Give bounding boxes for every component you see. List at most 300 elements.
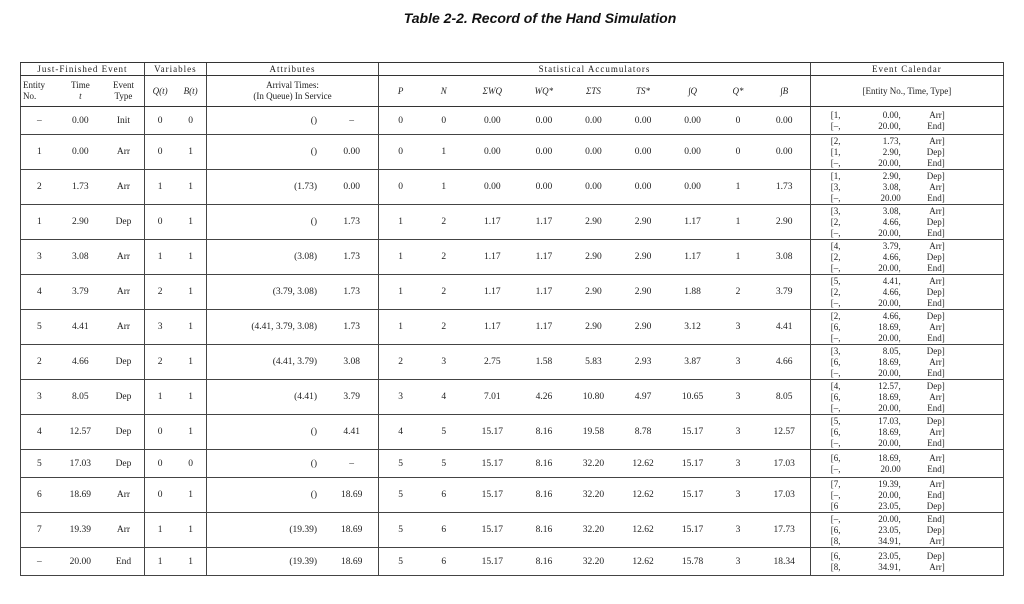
cell-ts-star: 8.78 (618, 415, 668, 450)
calendar-type: Arr] (929, 535, 945, 546)
cell-entity-no: – (21, 548, 58, 576)
calendar-type: Arr] (929, 426, 945, 437)
calendar-type: Dep] (926, 251, 945, 262)
table-row (21, 240, 1004, 275)
table-row (21, 345, 1004, 380)
cell-entity-no: 6 (21, 478, 58, 513)
col-time-line1: Time (71, 80, 90, 90)
cell-entity-no: 3 (21, 380, 58, 415)
cell-b-t: 0 (175, 107, 206, 135)
cell-arrival-service: 0.00 (325, 135, 379, 170)
calendar-time: 4.41, (882, 275, 901, 286)
table-row (21, 170, 1004, 205)
cell-arrival-service: 18.69 (325, 548, 379, 576)
calendar-entity: [5, (830, 415, 841, 426)
col-p: P (379, 76, 422, 107)
calendar-entry (831, 217, 1001, 228)
cell-time: 2.90 (58, 205, 103, 240)
calendar-entity: [4, (830, 380, 841, 391)
cell-event-calendar (810, 170, 1003, 205)
calendar-type: Arr] (929, 561, 945, 572)
cell-int-b: 17.03 (759, 478, 811, 513)
cell-entity-no: – (21, 107, 58, 135)
cell-sum-wq: 7.01 (465, 380, 519, 415)
cell-int-q: 15.17 (668, 415, 718, 450)
calendar-entry (831, 263, 1001, 274)
col-int-b: ∫B (759, 76, 811, 107)
calendar-time: 12.57, (878, 380, 901, 391)
calendar-type: End] (927, 402, 945, 413)
cell-q-t: 1 (144, 170, 175, 205)
cell-ts-star: 2.90 (618, 205, 668, 240)
cell-wq-star: 8.16 (519, 548, 569, 576)
calendar-type: End] (927, 157, 945, 168)
calendar-type: End] (927, 262, 945, 273)
calendar-entry (831, 551, 1001, 562)
cell-wq-star: 1.58 (519, 345, 569, 380)
calendar-type: Dep] (926, 415, 945, 426)
cell-arrival-queue: () (206, 450, 325, 478)
cell-sum-wq: 15.17 (465, 478, 519, 513)
calendar-type: Arr] (929, 321, 945, 332)
cell-n: 3 (422, 345, 465, 380)
cell-sum-wq: 0.00 (465, 170, 519, 205)
cell-p: 1 (379, 275, 422, 310)
col-arrival-line1: Arrival Times: (266, 80, 319, 90)
calendar-time: 17.03, (878, 415, 901, 426)
calendar-entry (831, 453, 1001, 464)
cell-int-q: 10.65 (668, 380, 718, 415)
cell-entity-no: 1 (21, 135, 58, 170)
calendar-type: End] (927, 227, 945, 238)
cell-p: 5 (379, 513, 422, 548)
cell-q-star: 3 (717, 513, 758, 548)
calendar-time: 19.39, (878, 478, 901, 489)
column-header-row (21, 76, 1004, 107)
cell-arrival-queue: (3.79, 3.08) (206, 275, 325, 310)
cell-p: 5 (379, 478, 422, 513)
calendar-entry (831, 147, 1001, 158)
calendar-entry (831, 464, 1001, 475)
calendar-entity: [6, (830, 452, 841, 463)
cell-b-t: 1 (175, 415, 206, 450)
calendar-entry (831, 136, 1001, 147)
calendar-entity: [3, (830, 345, 841, 356)
cell-event-type: Arr (103, 135, 144, 170)
calendar-entry (831, 501, 1001, 512)
cell-q-star: 1 (717, 170, 758, 205)
col-q-star: Q* (717, 76, 758, 107)
calendar-time: 0.00, (882, 109, 901, 120)
cell-n: 6 (422, 513, 465, 548)
cell-time: 0.00 (58, 135, 103, 170)
cell-arrival-service: 1.73 (325, 310, 379, 345)
calendar-entry (831, 322, 1001, 333)
calendar-type: Dep] (926, 170, 945, 181)
cell-b-t: 0 (175, 450, 206, 478)
calendar-entry (831, 158, 1001, 169)
cell-n: 6 (422, 478, 465, 513)
cell-event-type: Arr (103, 240, 144, 275)
cell-b-t: 1 (175, 345, 206, 380)
calendar-entry (831, 525, 1001, 536)
cell-int-b: 8.05 (759, 380, 811, 415)
calendar-time: 3.08, (882, 205, 901, 216)
cell-p: 5 (379, 548, 422, 576)
calendar-entity: [2, (830, 286, 841, 297)
calendar-type: Dep] (926, 345, 945, 356)
cell-event-calendar (810, 107, 1003, 135)
cell-q-star: 3 (717, 380, 758, 415)
group-variables: Variables (144, 63, 206, 76)
cell-p: 1 (379, 240, 422, 275)
cell-b-t: 1 (175, 205, 206, 240)
cell-wq-star: 8.16 (519, 415, 569, 450)
cell-event-calendar (810, 415, 1003, 450)
cell-int-q: 1.17 (668, 205, 718, 240)
calendar-time: 20.00, (878, 120, 901, 131)
table-body (21, 107, 1004, 576)
calendar-entry (831, 298, 1001, 309)
cell-arrival-queue: (3.08) (206, 240, 325, 275)
calendar-entity: [3, (830, 205, 841, 216)
cell-ts-star: 2.93 (618, 345, 668, 380)
cell-n: 2 (422, 310, 465, 345)
calendar-type: Dep] (926, 286, 945, 297)
calendar-entity: [8, (830, 535, 841, 546)
cell-event-type: Arr (103, 478, 144, 513)
calendar-type: Dep] (926, 146, 945, 157)
cell-sum-wq: 15.17 (465, 415, 519, 450)
cell-wq-star: 8.16 (519, 478, 569, 513)
cell-event-type: Dep (103, 205, 144, 240)
cell-sum-ts: 2.90 (569, 240, 619, 275)
cell-q-t: 1 (144, 240, 175, 275)
calendar-entry (831, 416, 1001, 427)
calendar-entry (831, 368, 1001, 379)
calendar-type: Arr] (929, 452, 945, 463)
calendar-time: 4.66, (882, 216, 901, 227)
calendar-time: 23.05, (878, 550, 901, 561)
cell-ts-star: 0.00 (618, 107, 668, 135)
cell-event-calendar (810, 240, 1003, 275)
table-row (21, 548, 1004, 576)
cell-q-star: 3 (717, 415, 758, 450)
cell-sum-ts: 19.58 (569, 415, 619, 450)
calendar-time: 18.69, (878, 321, 901, 332)
table-row (21, 310, 1004, 345)
cell-time: 12.57 (58, 415, 103, 450)
calendar-entity: [7, (830, 478, 841, 489)
cell-int-q: 1.17 (668, 240, 718, 275)
cell-ts-star: 12.62 (618, 513, 668, 548)
cell-arrival-service: 1.73 (325, 275, 379, 310)
calendar-entity: [2, (830, 310, 841, 321)
calendar-entity: [6, (830, 391, 841, 402)
col-int-q: ∫Q (668, 76, 718, 107)
cell-q-star: 3 (717, 345, 758, 380)
cell-event-calendar (810, 345, 1003, 380)
cell-int-q: 15.17 (668, 478, 718, 513)
group-header-row (21, 63, 1004, 76)
cell-q-t: 0 (144, 450, 175, 478)
col-sum-ts: ΣTS (569, 76, 619, 107)
cell-entity-no: 7 (21, 513, 58, 548)
cell-entity-no: 4 (21, 415, 58, 450)
cell-event-type: Arr (103, 513, 144, 548)
cell-ts-star: 0.00 (618, 135, 668, 170)
table-row (21, 135, 1004, 170)
cell-ts-star: 12.62 (618, 548, 668, 576)
calendar-time: 20.00, (878, 227, 901, 238)
col-entity-no-line2: No. (23, 91, 37, 101)
cell-ts-star: 0.00 (618, 170, 668, 205)
cell-event-type: Arr (103, 310, 144, 345)
calendar-entry (831, 252, 1001, 263)
calendar-entity: [3, (830, 181, 841, 192)
calendar-entry (831, 357, 1001, 368)
calendar-time: 20.00, (878, 367, 901, 378)
cell-wq-star: 0.00 (519, 107, 569, 135)
calendar-entity: [–, (830, 332, 841, 343)
calendar-type: Dep] (926, 380, 945, 391)
cell-sum-ts: 2.90 (569, 205, 619, 240)
cell-b-t: 1 (175, 513, 206, 548)
cell-sum-ts: 0.00 (569, 135, 619, 170)
cell-b-t: 1 (175, 135, 206, 170)
cell-sum-ts: 32.20 (569, 478, 619, 513)
calendar-entity: [4, (830, 240, 841, 251)
cell-sum-wq: 1.17 (465, 310, 519, 345)
calendar-type: Arr] (929, 135, 945, 146)
cell-q-t: 1 (144, 380, 175, 415)
calendar-entry (831, 333, 1001, 344)
calendar-type: Arr] (929, 478, 945, 489)
cell-int-q: 3.12 (668, 310, 718, 345)
cell-p: 0 (379, 135, 422, 170)
col-arrival-times (206, 76, 378, 107)
calendar-entry (831, 536, 1001, 547)
cell-event-calendar (810, 205, 1003, 240)
calendar-entity: [–, (830, 192, 841, 203)
calendar-type: Arr] (929, 240, 945, 251)
calendar-entity: [2, (830, 251, 841, 262)
calendar-entity: [–, (830, 463, 841, 474)
cell-arrival-queue: () (206, 205, 325, 240)
cell-sum-wq: 15.17 (465, 548, 519, 576)
cell-event-type: Arr (103, 170, 144, 205)
calendar-type: Arr] (929, 275, 945, 286)
calendar-time: 20.00, (878, 489, 901, 500)
cell-arrival-service: 1.73 (325, 240, 379, 275)
col-arrival-line2: (In Queue) In Service (253, 91, 332, 101)
cell-time: 4.41 (58, 310, 103, 345)
calendar-entity: [–, (830, 367, 841, 378)
cell-wq-star: 0.00 (519, 170, 569, 205)
cell-event-calendar (810, 513, 1003, 548)
col-time-line2: t (79, 91, 82, 101)
cell-int-b: 18.34 (759, 548, 811, 576)
calendar-entity: [6, (830, 321, 841, 332)
calendar-entity: [5, (830, 275, 841, 286)
calendar-time: 2.90, (882, 170, 901, 181)
cell-int-q: 0.00 (668, 135, 718, 170)
calendar-entry (831, 311, 1001, 322)
calendar-entity: [–, (830, 437, 841, 448)
cell-int-b: 4.41 (759, 310, 811, 345)
cell-entity-no: 5 (21, 450, 58, 478)
cell-q-t: 2 (144, 275, 175, 310)
cell-b-t: 1 (175, 548, 206, 576)
cell-ts-star: 2.90 (618, 310, 668, 345)
cell-ts-star: 2.90 (618, 240, 668, 275)
cell-q-star: 1 (717, 240, 758, 275)
cell-arrival-service: 18.69 (325, 478, 379, 513)
cell-int-b: 1.73 (759, 170, 811, 205)
cell-entity-no: 3 (21, 240, 58, 275)
calendar-entry (831, 403, 1001, 414)
calendar-entity: [6, (830, 426, 841, 437)
cell-event-calendar (810, 275, 1003, 310)
calendar-type: End] (927, 367, 945, 378)
calendar-time: 18.69, (878, 426, 901, 437)
cell-sum-ts: 32.20 (569, 548, 619, 576)
calendar-type: End] (927, 192, 945, 203)
cell-wq-star: 4.26 (519, 380, 569, 415)
cell-event-type: End (103, 548, 144, 576)
calendar-type: End] (927, 463, 945, 474)
calendar-time: 20.00, (878, 157, 901, 168)
table-row (21, 205, 1004, 240)
cell-event-type: Dep (103, 345, 144, 380)
calendar-type: Dep] (926, 550, 945, 561)
cell-event-calendar (810, 310, 1003, 345)
calendar-type: Arr] (929, 109, 945, 120)
cell-arrival-queue: (1.73) (206, 170, 325, 205)
calendar-entry (831, 514, 1001, 525)
cell-p: 0 (379, 170, 422, 205)
col-n: N (422, 76, 465, 107)
calendar-time: 4.66, (882, 310, 901, 321)
cell-arrival-service: 4.41 (325, 415, 379, 450)
cell-event-calendar (810, 135, 1003, 170)
hand-simulation-table (20, 62, 1004, 576)
calendar-time: 2.90, (882, 146, 901, 157)
cell-wq-star: 1.17 (519, 240, 569, 275)
calendar-time: 20.00, (878, 262, 901, 273)
calendar-entity: [6, (830, 524, 841, 535)
cell-n: 4 (422, 380, 465, 415)
calendar-type: Arr] (929, 181, 945, 192)
table-row (21, 478, 1004, 513)
cell-time: 19.39 (58, 513, 103, 548)
calendar-time: 18.69, (878, 356, 901, 367)
cell-int-q: 15.78 (668, 548, 718, 576)
calendar-type: Dep] (926, 500, 945, 511)
cell-b-t: 1 (175, 478, 206, 513)
calendar-entity: [–, (830, 227, 841, 238)
cell-arrival-service: 3.08 (325, 345, 379, 380)
table-row (21, 513, 1004, 548)
calendar-time: 20.00, (878, 332, 901, 343)
cell-ts-star: 2.90 (618, 275, 668, 310)
cell-p: 1 (379, 310, 422, 345)
calendar-type: End] (927, 332, 945, 343)
cell-int-q: 1.88 (668, 275, 718, 310)
cell-q-star: 0 (717, 135, 758, 170)
cell-b-t: 1 (175, 240, 206, 275)
cell-b-t: 1 (175, 310, 206, 345)
cell-arrival-service: – (325, 107, 379, 135)
calendar-entity: [1, (830, 170, 841, 181)
calendar-time: 20.00 (880, 192, 901, 203)
cell-sum-wq: 1.17 (465, 205, 519, 240)
cell-n: 5 (422, 450, 465, 478)
cell-int-q: 15.17 (668, 450, 718, 478)
calendar-entity: [–, (830, 489, 841, 500)
calendar-entity: [–, (830, 402, 841, 413)
cell-arrival-service: 1.73 (325, 205, 379, 240)
table-row (21, 415, 1004, 450)
cell-event-calendar (810, 450, 1003, 478)
cell-wq-star: 8.16 (519, 513, 569, 548)
cell-time: 18.69 (58, 478, 103, 513)
cell-q-t: 3 (144, 310, 175, 345)
cell-q-star: 0 (717, 107, 758, 135)
cell-event-calendar (810, 548, 1003, 576)
calendar-entity: [2, (830, 135, 841, 146)
calendar-type: Dep] (926, 524, 945, 535)
cell-sum-wq: 15.17 (465, 513, 519, 548)
cell-int-b: 3.08 (759, 240, 811, 275)
cell-n: 2 (422, 205, 465, 240)
cell-int-b: 17.03 (759, 450, 811, 478)
calendar-entry (831, 276, 1001, 287)
calendar-time: 18.69, (878, 391, 901, 402)
cell-p: 1 (379, 205, 422, 240)
cell-wq-star: 1.17 (519, 310, 569, 345)
cell-arrival-queue: (4.41, 3.79, 3.08) (206, 310, 325, 345)
cell-arrival-queue: (4.41) (206, 380, 325, 415)
calendar-entity: [2, (830, 216, 841, 227)
calendar-entity: [6 (830, 500, 839, 511)
calendar-entry (831, 287, 1001, 298)
calendar-entity: [–, (830, 297, 841, 308)
cell-arrival-queue: () (206, 135, 325, 170)
cell-int-b: 0.00 (759, 107, 811, 135)
cell-entity-no: 2 (21, 170, 58, 205)
calendar-time: 20.00 (880, 463, 901, 474)
cell-event-calendar (810, 478, 1003, 513)
cell-int-b: 12.57 (759, 415, 811, 450)
group-attributes: Attributes (206, 63, 378, 76)
cell-p: 4 (379, 415, 422, 450)
calendar-entity: [6, (830, 550, 841, 561)
cell-arrival-queue: (19.39) (206, 548, 325, 576)
calendar-time: 20.00, (878, 297, 901, 308)
cell-q-t: 0 (144, 205, 175, 240)
cell-int-b: 3.79 (759, 275, 811, 310)
cell-time: 1.73 (58, 170, 103, 205)
calendar-type: Arr] (929, 391, 945, 402)
calendar-entry (831, 241, 1001, 252)
col-event-type (103, 76, 144, 107)
cell-time: 3.79 (58, 275, 103, 310)
cell-event-type: Init (103, 107, 144, 135)
calendar-type: Dep] (926, 310, 945, 321)
group-just-finished-event: Just-Finished Event (21, 63, 145, 76)
cell-time: 4.66 (58, 345, 103, 380)
